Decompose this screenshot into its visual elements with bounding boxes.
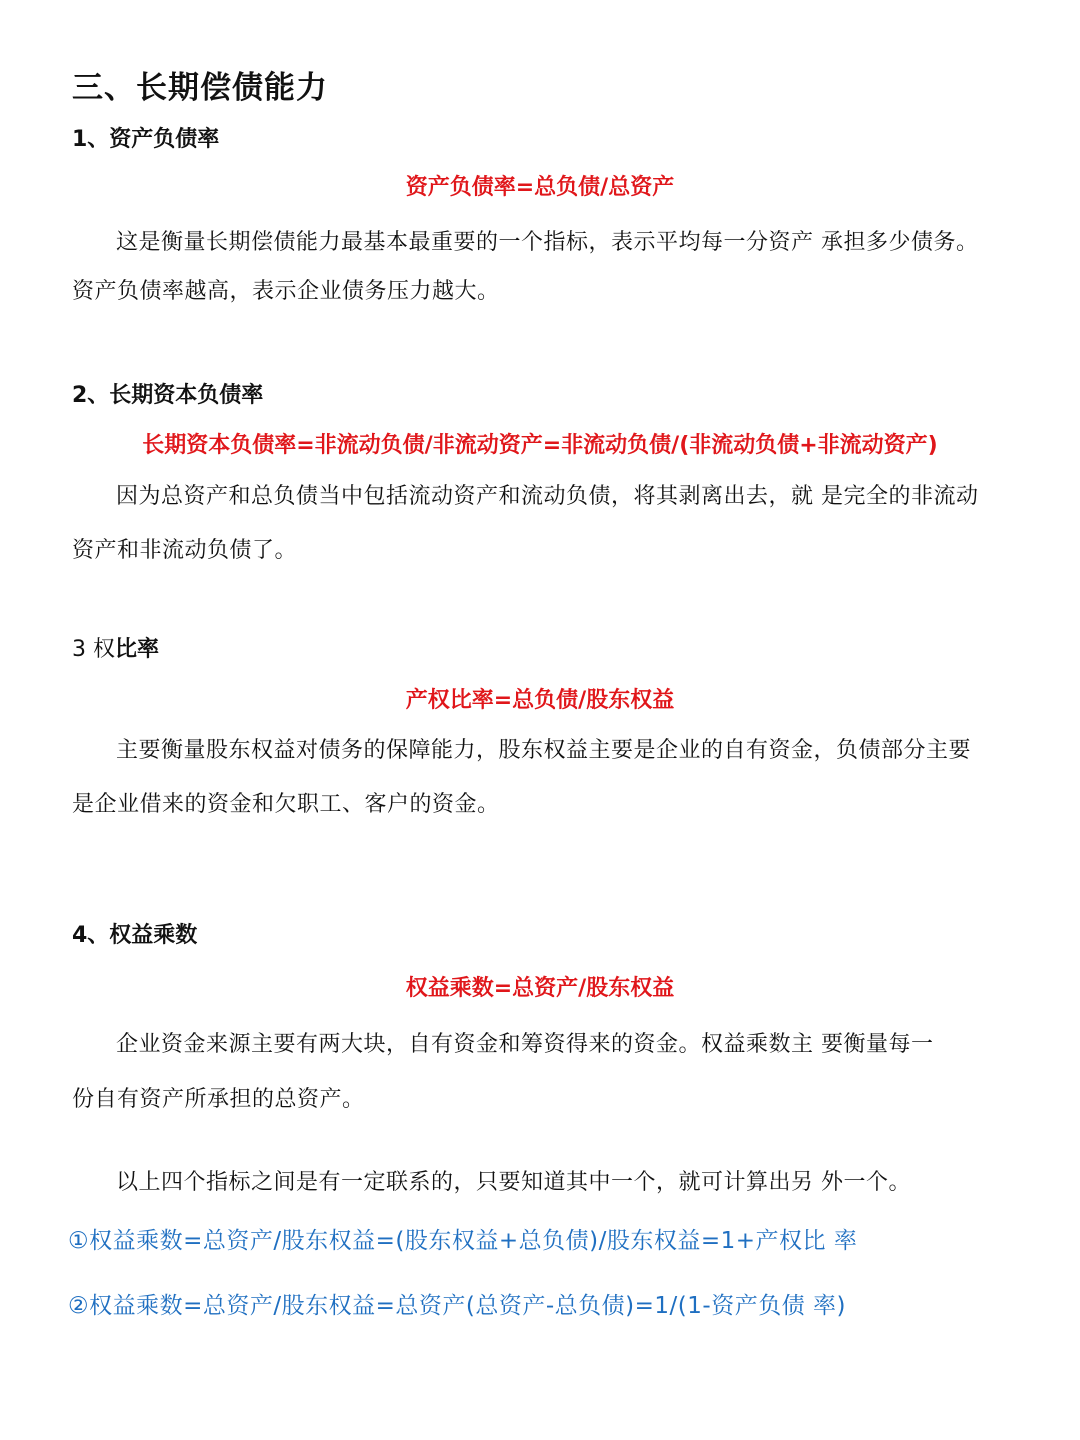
section-3-heading-suffix: 比率 — [115, 637, 160, 662]
section-2-paragraph-line-1: 因为总资产和总负债当中包括流动资产和流动负债，将其剥离出去，就 是完全的非流动 — [116, 484, 979, 509]
section-3-formula: 产权比率=总负债/股东权益 — [405, 688, 675, 713]
relation-formula-1: ①权益乘数=总资产/股东权益=(股东权益+总负债)/股东权益=1+产权比 率 — [68, 1228, 858, 1254]
page-title: 三、长期偿债能力 — [72, 70, 328, 106]
section-4-formula: 权益乘数=总资产/股东权益 — [405, 976, 675, 1001]
section-1-paragraph-line-2: 资产负债率越高，表示企业债务压力越大。 — [72, 279, 500, 304]
section-2-heading: 2、长期资本负债率 — [72, 383, 264, 408]
section-1-heading: 1、资产负债率 — [72, 127, 220, 152]
section-1-formula: 资产负债率=总负债/总资产 — [405, 175, 675, 200]
section-3-heading — [72, 632, 159, 663]
section-3-paragraph-line-2: 是企业借来的资金和欠职工、客户的资金。 — [72, 792, 500, 817]
section-3-heading-prefix: 3 权 — [72, 637, 115, 662]
section-3-paragraph-line-1: 主要衡量股东权益对债务的保障能力，股东权益主要是企业的自有资金，负债部分主要 — [116, 738, 972, 763]
section-2-paragraph-line-2: 资产和非流动负债了。 — [72, 538, 298, 563]
summary-paragraph: 以上四个指标之间是有一定联系的，只要知道其中一个，就可计算出另 外一个。 — [116, 1170, 911, 1195]
relation-formula-2: ②权益乘数=总资产/股东权益=总资产(总资产-总负债)=1/(1-资产负债 率) — [68, 1293, 847, 1319]
section-2-formula: 长期资本负债率=非流动负债/非流动资产=非流动负债/(非流动负债+非流动资产) — [142, 433, 938, 458]
section-4-paragraph-line-2: 份自有资产所承担的总资产。 — [72, 1087, 365, 1112]
section-1-paragraph-line-1: 这是衡量长期偿债能力最基本最重要的一个指标，表示平均每一分资产 承担多少债务。 — [116, 230, 979, 255]
section-4-paragraph-line-1: 企业资金来源主要有两大块，自有资金和筹资得来的资金。权益乘数主 要衡量每一 — [116, 1032, 934, 1057]
section-4-heading: 4、权益乘数 — [72, 923, 198, 948]
